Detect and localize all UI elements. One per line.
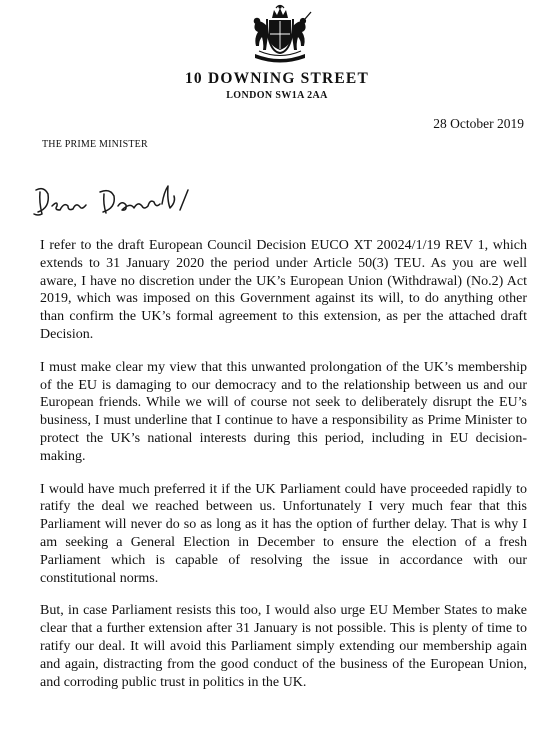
sender-title: THE PRIME MINISTER bbox=[42, 139, 148, 150]
letter-body bbox=[40, 237, 527, 706]
paragraph-4: But, in case Parliament resists this too, I would also urge EU Member States to make clear that a further extension after 31 January is not possible. This is plenty of time to ratify our deal. It will avoid this Parliament simply extending our membership again and again, distracting from the good conduct of the business of the European Union, and corroding public trust in politics in the UK. bbox=[40, 603, 527, 690]
letterhead-address bbox=[0, 70, 554, 102]
royal-coat-of-arms-icon bbox=[247, 4, 313, 66]
address-street: 10 DOWNING STREET bbox=[184, 70, 370, 87]
letter-date: 28 October 2019 bbox=[433, 116, 524, 131]
paragraph-1: I refer to the draft European Council Decision EUCO XT 20024/1/19 REV 1, which extends to 31 January 2020 the period under Article 50(3) TEU. As you are well aware, I have no discretion under the UK’s European Union (Withdrawal) (No.2) Act 2019, which was imposed on this Government against its will, to do anything other than confirm the UK’s formal agreement to this extension, as per the attached draft Decision. bbox=[40, 238, 527, 342]
handwritten-salutation bbox=[30, 172, 210, 220]
paragraph-2: I must make clear my view that this unwanted prolongation of the UK’s membership of the EU is damaging to our democracy and to the relationship between us and our European friends. While we will of course not seek to deliberately disrupt the EU’s business, I must underline that I continue to have a responsibility as Prime Minister to protect the UK’s national interests during this period, including in EU decision-making. bbox=[40, 359, 527, 464]
paragraph-3: I would have much preferred it if the UK Parliament could have proceeded rapidly to ratify the deal we reached between us. Unfortunately I very much fear that this Parliament will never do so as long as it has the option of further delay. That is why I am seeking a General Election in December to ensure the election of a fresh Parliament which is capable of resolving the issue in accordance with our constitutional norms. bbox=[40, 481, 527, 586]
address-city-postcode: LONDON SW1A 2AA bbox=[226, 90, 328, 101]
